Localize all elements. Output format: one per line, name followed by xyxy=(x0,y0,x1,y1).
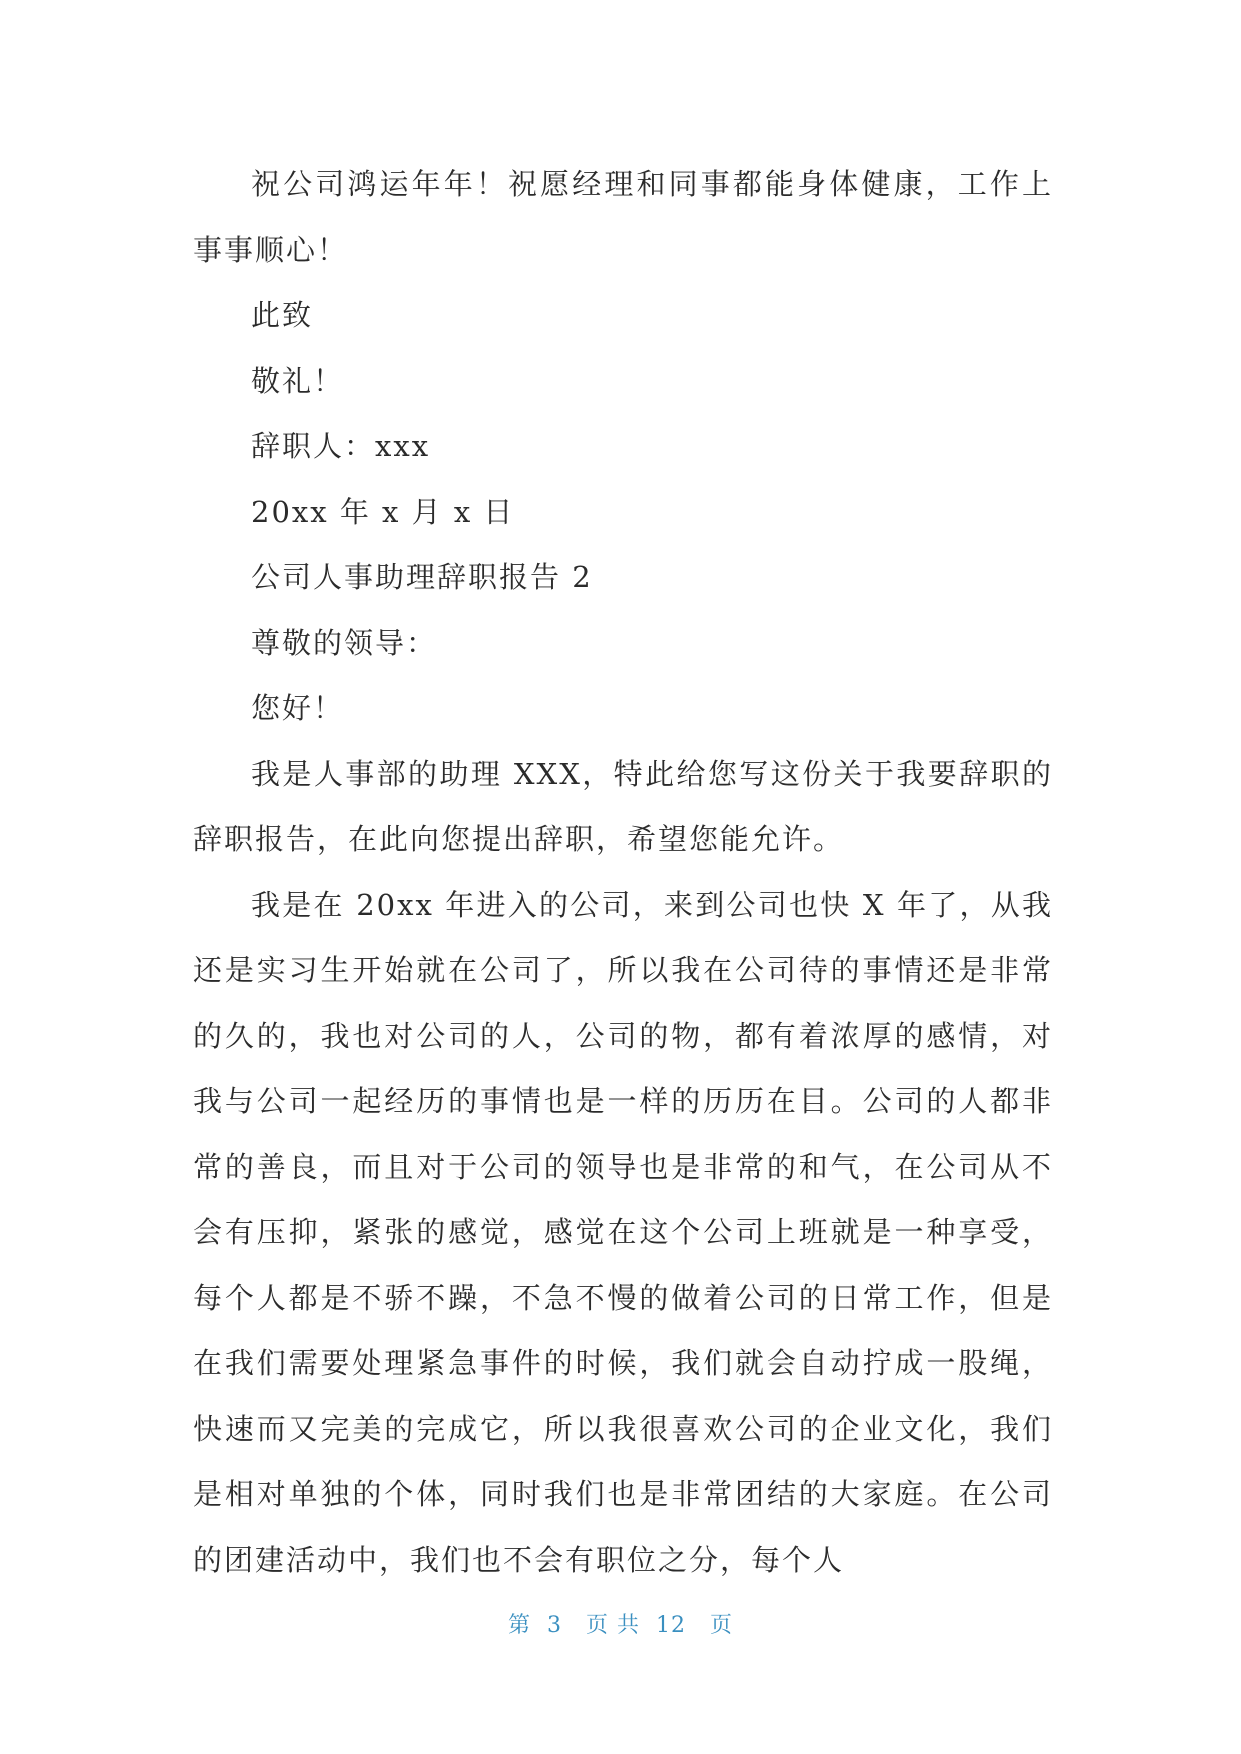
document-body xyxy=(193,152,1053,1593)
report-heading: 公司人事助理辞职报告 2 xyxy=(251,560,593,594)
resigner-line: 辞职人：xxx xyxy=(251,429,431,463)
page-number-footer: 第 3 页 共 12 页 xyxy=(508,1613,733,1638)
addressee-line: 尊敬的领导： xyxy=(251,625,438,660)
intro-paragraph: 我是人事部的助理 XXX，特此给您写这份关于我要辞职的辞职报告，在此向您提出辞职，希望您能允许。 xyxy=(193,756,1053,856)
date-line: 20xx 年 x 月 x 日 xyxy=(251,494,515,529)
closing-wishes: 祝公司鸿运年年！祝愿经理和同事都能身体健康，工作上事事顺心！ xyxy=(193,167,1053,267)
body-paragraph: 我是在 20xx 年进入的公司，来到公司也快 X 年了，从我还是实习生开始就在公司了，所以我在公司待的事情还是非常的久的，我也对公司的人，公司的物，都有着浓厚的感情，对我与公司一起经历的事情也是一样的历历在目。公司的人都非常的善良，而且对于公司的领导也是非常的和气，在公司从不会有压抑，紧张的感觉，感觉在这个公司上班就是一种享受，每个人都是不骄不躁，不急不慢的做着公司的日常工作，但是在我们需要处理紧急事件的时候，我们就会自动拧成一股绳，快速而又完美的完成它，所以我很喜欢公司的企业文化，我们是相对单独的个体，同时我们也是非常团结的大家庭。在公司的团建活动中，我们也不会有职位之分，每个人 xyxy=(193,887,1053,1577)
greeting-line: 您好！ xyxy=(251,691,345,725)
salutation-respect: 敬礼！ xyxy=(251,363,345,398)
salutation-closing: 此致 xyxy=(251,298,314,332)
